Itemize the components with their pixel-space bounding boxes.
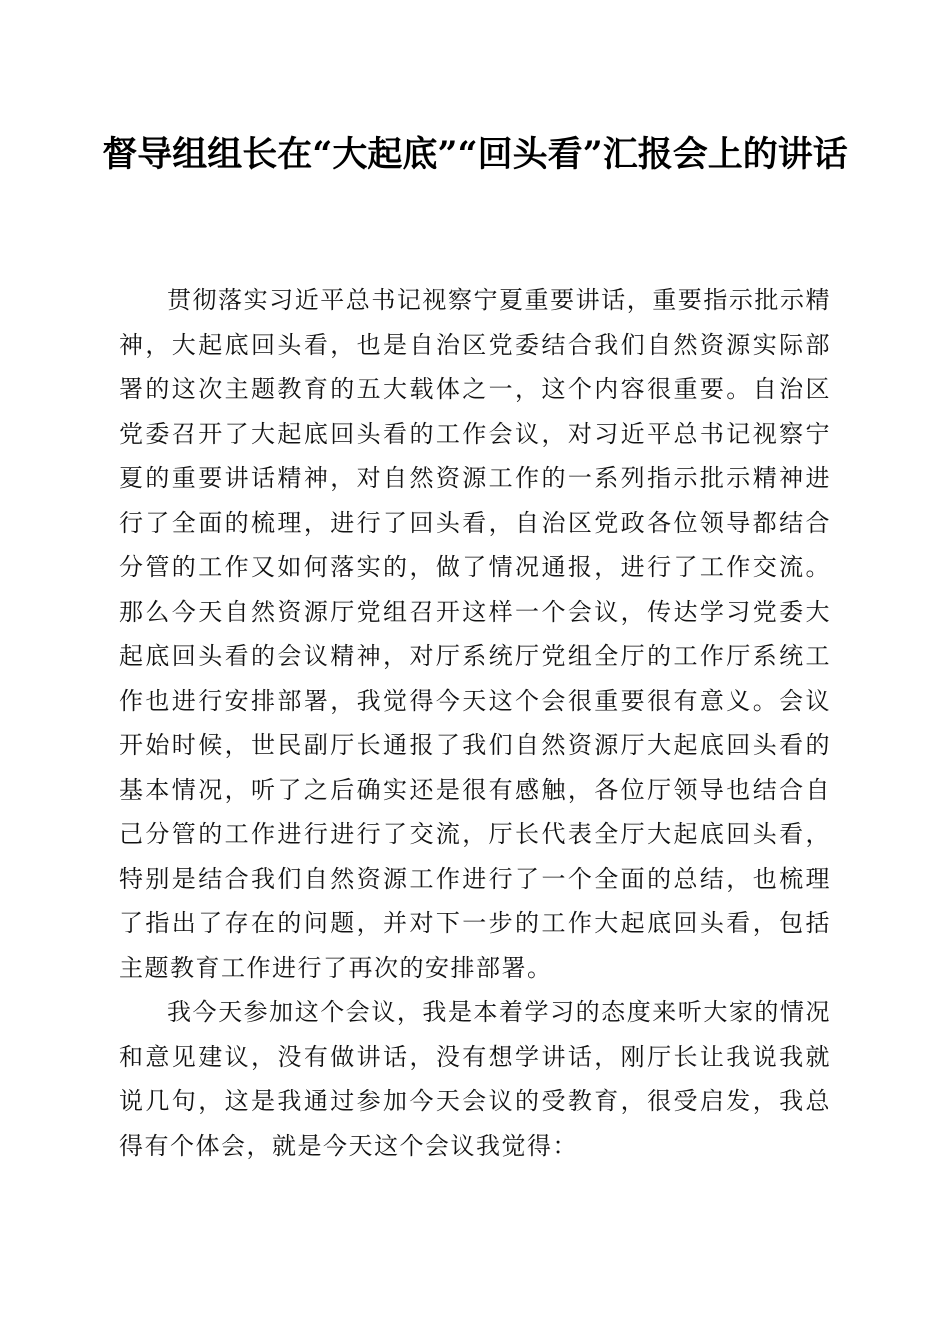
paragraph-2: 我今天参加这个会议，我是本着学习的态度来听大家的情况和意见建议，没有做讲话，没有想学讲话，刚厅长让我说我就说几句，这是我通过参加今天会议的受教育，很受启发，我总得有个体会，就是今天这个会议我觉得： [119, 998, 831, 1160]
document-body [119, 278, 831, 1168]
document-title: 督导组组长在“大起底”“回头看”汇报会上的讲话 [102, 134, 848, 175]
paragraph-1: 贯彻落实习近平总书记视察宁夏重要讲话，重要指示批示精神，大起底回头看，也是自治区党委结合我们自然资源实际部署的这次主题教育的五大载体之一，这个内容很重要。自治区党委召开了大起底回头看的工作会议，对习近平总书记视察宁夏的重要讲话精神，对自然资源工作的一系列指示批示精神进行了全面的梳理，进行了回头看，自治区党政各位领导都结合分管的工作又如何落实的，做了情况通报，进行了工作交流。那么今天自然资源厅党组召开这样一个会议，传达学习党委大起底回头看的会议精神，对厅系统厅党组全厅的工作厅系统工作也进行安排部署，我觉得今天这个会很重要很有意义。会议开始时候，世民副厅长通报了我们自然资源厅大起底回头看的基本情况，听了之后确实还是很有感触，各位厅领导也结合自己分管的工作进行进行了交流，厅长代表全厅大起底回头看，特别是结合我们自然资源工作进行了一个全面的总结，也梳理了指出了存在的问题，并对下一步的工作大起底回头看，包括主题教育工作进行了再次的安排部署。 [119, 286, 831, 982]
